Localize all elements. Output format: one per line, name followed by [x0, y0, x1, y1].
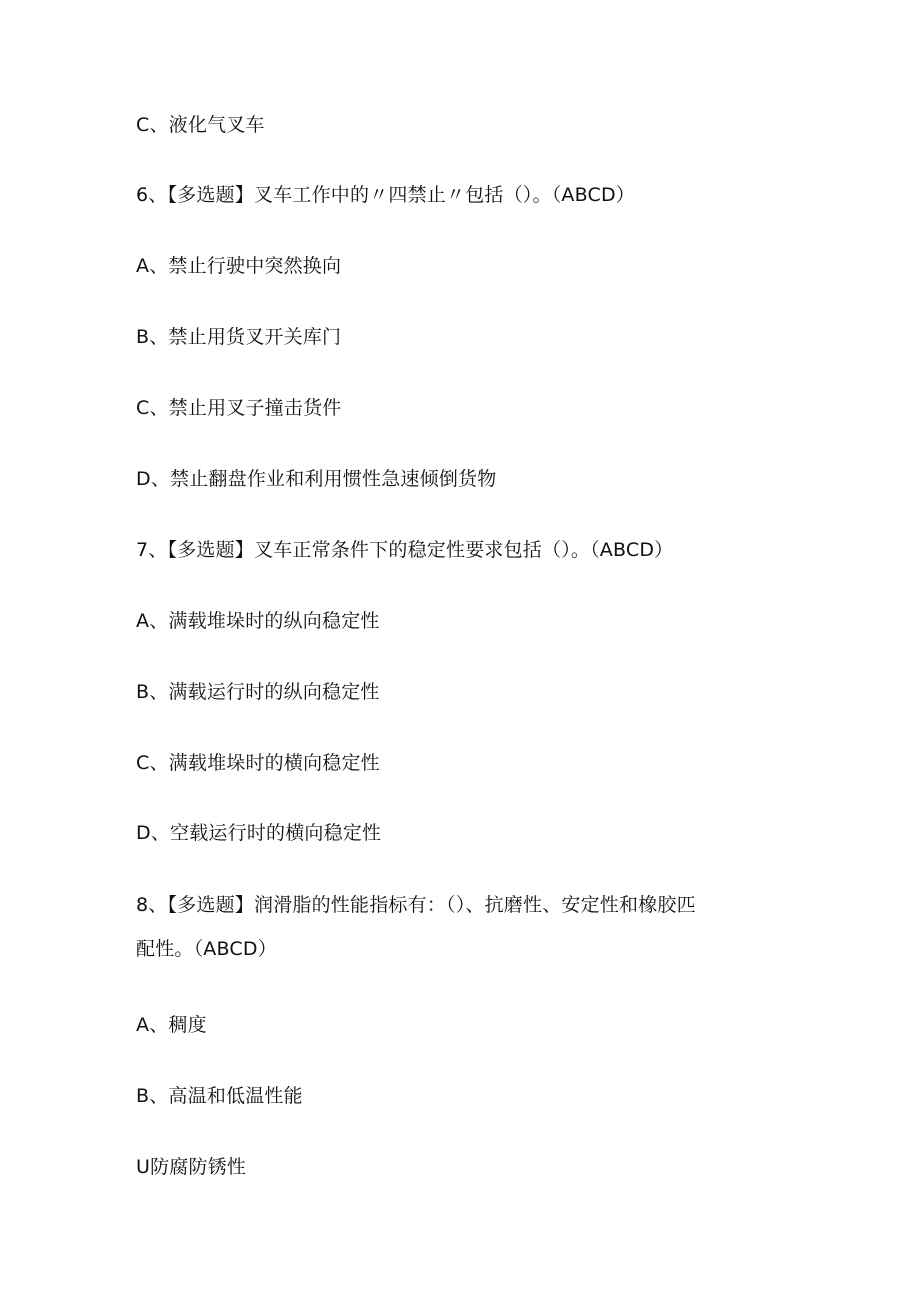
q6-option-b: B、禁止用货叉开关库门 [136, 326, 342, 348]
q7-option-c: C、满载堆垛时的横向稳定性 [136, 752, 380, 774]
q7-question: 7、【多选题】叉车正常条件下的稳定性要求包括（）。（ABCD） [136, 539, 674, 561]
q6-option-c: C、禁止用叉子撞击货件 [136, 397, 342, 419]
q7-option-a: A、满载堆垛时的纵向稳定性 [136, 610, 380, 632]
q8-option-a: A、稠度 [136, 1014, 207, 1036]
q8-question-line-1: 8、【多选题】润滑脂的性能指标有：（）、抗磨性、安定性和橡胶匹 [136, 894, 696, 916]
q8-question-line-2: 配性。（ABCD） [136, 938, 277, 960]
q6-option-d: D、禁止翻盘作业和利用惯性急速倾倒货物 [136, 468, 497, 490]
q5-option-c: C、液化气叉车 [136, 114, 265, 136]
q6-question: 6、【多选题】叉车工作中的〃四禁止〃包括（）。（ABCD） [136, 184, 635, 206]
q6-option-a: A、禁止行驶中突然换向 [136, 255, 342, 277]
q8-option-b: B、高温和低温性能 [136, 1085, 303, 1107]
q7-option-d: D、空载运行时的横向稳定性 [136, 822, 382, 844]
q8-option-c: U防腐防锈性 [136, 1156, 247, 1178]
q7-option-b: B、满载运行时的纵向稳定性 [136, 681, 380, 703]
